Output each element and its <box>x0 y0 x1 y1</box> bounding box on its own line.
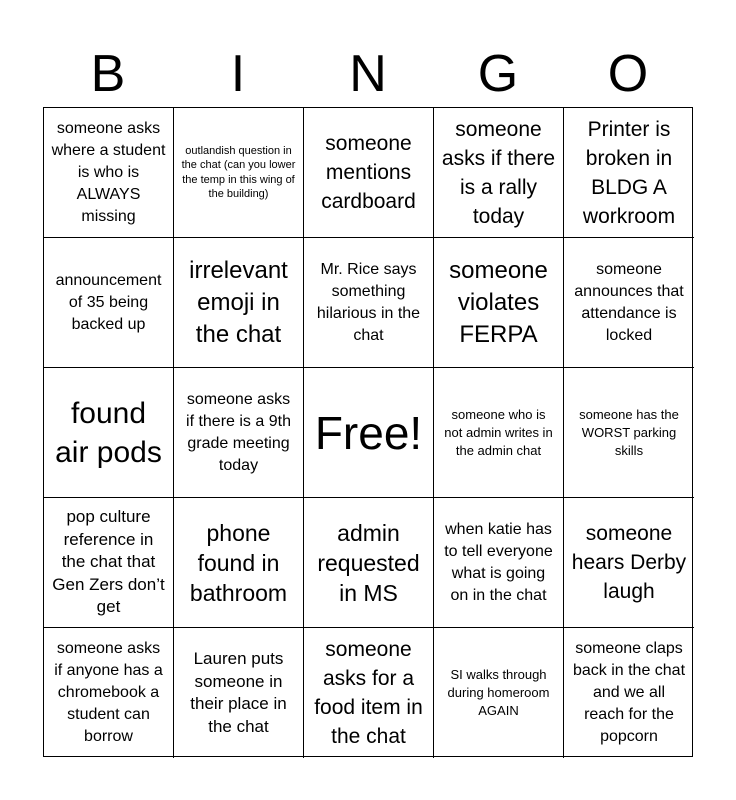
bingo-cell[interactable] <box>434 108 564 238</box>
cell-text: someone hears Derby laugh <box>571 522 687 603</box>
cell-text: admin requested in MS <box>317 519 420 606</box>
bingo-cell[interactable] <box>304 238 434 368</box>
cell-text: announcement of 35 being backed up <box>55 271 162 333</box>
bingo-cell[interactable] <box>434 498 564 628</box>
bingo-board <box>43 107 693 757</box>
bingo-cell[interactable] <box>564 498 694 628</box>
cell-text: irrelevant emoji in the chat <box>189 256 288 348</box>
free-space-text: Free! <box>314 406 423 459</box>
cell-text: Lauren puts someone in their place in the chat <box>190 649 287 736</box>
cell-text: someone claps back in the chat and we all reach for the popcorn <box>572 640 686 745</box>
bingo-cell[interactable] <box>564 238 694 368</box>
bingo-cell[interactable] <box>44 628 174 758</box>
bingo-cell[interactable] <box>44 368 174 498</box>
bingo-cell[interactable] <box>304 498 434 628</box>
cell-text: someone announces that attendance is locked <box>574 260 684 344</box>
cell-text: Printer is broken in BLDG A workroom <box>582 117 676 228</box>
cell-text: someone has the WORST parking skills <box>579 406 679 458</box>
cell-text: someone asks where a student is who is ALWAYS missing <box>51 119 166 225</box>
cell-text: someone who is not admin writes in the admin chat <box>444 406 553 458</box>
bingo-cell[interactable] <box>434 368 564 498</box>
cell-text: when katie has to tell everyone what is going on in the chat <box>444 520 553 604</box>
cell-text: outlandish question in the chat (can you lower the temp in this wing of the building) <box>181 144 296 200</box>
header-letter-b: B <box>90 45 126 103</box>
cell-text: pop culture reference in the chat that Gen Zers don’t get <box>52 507 165 617</box>
bingo-cell[interactable] <box>44 108 174 238</box>
bingo-cell[interactable] <box>434 628 564 758</box>
cell-text: SI walks through during homeroom AGAIN <box>447 667 550 718</box>
bingo-cell[interactable] <box>174 368 304 498</box>
bingo-cell[interactable] <box>304 108 434 238</box>
bingo-cell[interactable] <box>564 368 694 498</box>
cell-text: phone found in bathroom <box>189 519 288 606</box>
free-space-cell[interactable] <box>304 368 434 498</box>
bingo-cell[interactable] <box>304 628 434 758</box>
bingo-cell[interactable] <box>564 108 694 238</box>
bingo-cell[interactable] <box>174 498 304 628</box>
bingo-cell[interactable] <box>174 108 304 238</box>
header-letter-i: I <box>230 45 246 103</box>
bingo-cell[interactable] <box>174 238 304 368</box>
header-letter-o: O <box>607 45 649 103</box>
cell-text: someone asks if anyone has a chromebook a student can borrow <box>54 640 163 745</box>
bingo-header <box>43 40 693 108</box>
cell-text: Mr. Rice says something hilarious in the chat <box>316 260 421 344</box>
header-letter-n: N <box>349 45 387 103</box>
cell-text: someone violates FERPA <box>449 256 548 348</box>
header-letter-g: G <box>477 45 519 103</box>
bingo-cell[interactable] <box>44 498 174 628</box>
cell-text: found air pods <box>55 396 162 469</box>
bingo-cell[interactable] <box>174 628 304 758</box>
cell-text: someone mentions cardboard <box>321 132 416 213</box>
bingo-cell[interactable] <box>44 238 174 368</box>
bingo-cell[interactable] <box>434 238 564 368</box>
bingo-cell[interactable] <box>564 628 694 758</box>
cell-text: someone asks if there is a 9th grade meeting today <box>186 390 291 474</box>
cell-text: someone asks for a food item in the chat <box>314 638 423 748</box>
cell-text: someone asks if there is a rally today <box>441 117 556 228</box>
